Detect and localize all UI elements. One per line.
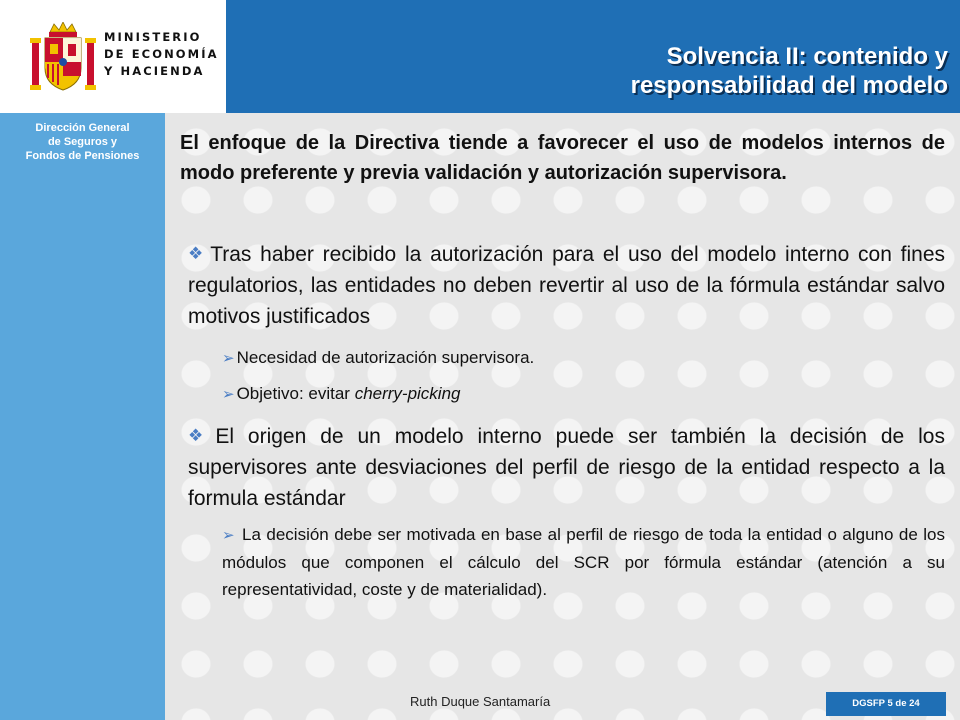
ministry-line-1: MINISTERIO [104, 30, 202, 44]
department-line-3: Fondos de Pensiones [25, 150, 140, 162]
ministry-line-3: Y HACIENDA [104, 64, 205, 78]
slide-title-line-1: Solvencia II: contenido y [666, 43, 948, 70]
department-line-2: de Seguros y [47, 136, 118, 148]
ministry-name [104, 29, 219, 80]
coat-of-arms-icon [30, 22, 96, 94]
sub-bullet-item-1 [222, 345, 942, 372]
bullet-2-text: El origen de un modelo interno puede ser también la decisión de los supervisores ante desviaciones del perfil de riesgo de la entidad respecto a la formula estándar [188, 425, 945, 510]
arrow-bullet-icon: ➢ [222, 350, 235, 367]
slide-title [388, 42, 948, 100]
diamond-bullet-icon: ❖ [188, 426, 212, 445]
sub-bullet-1-text: Necesidad de autorización supervisora. [236, 348, 535, 367]
sidebar [0, 113, 165, 720]
bullet-item-2 [188, 420, 945, 514]
arrow-bullet-icon: ➢ [222, 527, 235, 544]
bullet-item-1 [188, 238, 945, 332]
slide-title-line-2: responsabilidad del modelo [630, 72, 948, 99]
sub-bullet-2-italic-text: cherry-picking [354, 384, 461, 403]
sub-bullet-item-3 [222, 521, 945, 603]
slide-content-background [165, 113, 960, 720]
diamond-bullet-icon: ❖ [188, 244, 207, 263]
header-bar [0, 0, 960, 113]
arrow-bullet-icon: ➢ [222, 386, 235, 403]
ministry-line-2: DE ECONOMÍA [104, 47, 219, 61]
page-number-badge: DGSFP 5 de 24 [826, 692, 946, 716]
ministry-logo [0, 0, 226, 113]
intro-paragraph: El enfoque de la Directiva tiende a favorecer el uso de modelos internos de modo preferente y previa validación y autorización supervisora. [180, 132, 945, 184]
bullet-1-text: Tras haber recibido la autorización para el uso del modelo interno con fines regulatorios, las entidades no deben revertir al uso de la fórmula estándar salvo motivos justificados [188, 243, 946, 328]
sub-bullet-2-text: Objetivo: evitar [236, 384, 355, 403]
department-line-1: Dirección General [35, 122, 130, 134]
department-name [0, 121, 165, 163]
sub-bullet-3-text: La decisión debe ser motivada en base al perfil de riesgo de toda la entidad o alguno de los módulos que componen el cálculo del SCR por fórmula estándar (atención a su representatividad, coste y de materialidad). [222, 525, 945, 599]
author-name: Ruth Duque Santamaría [410, 694, 551, 709]
sub-bullet-item-2 [222, 381, 942, 408]
